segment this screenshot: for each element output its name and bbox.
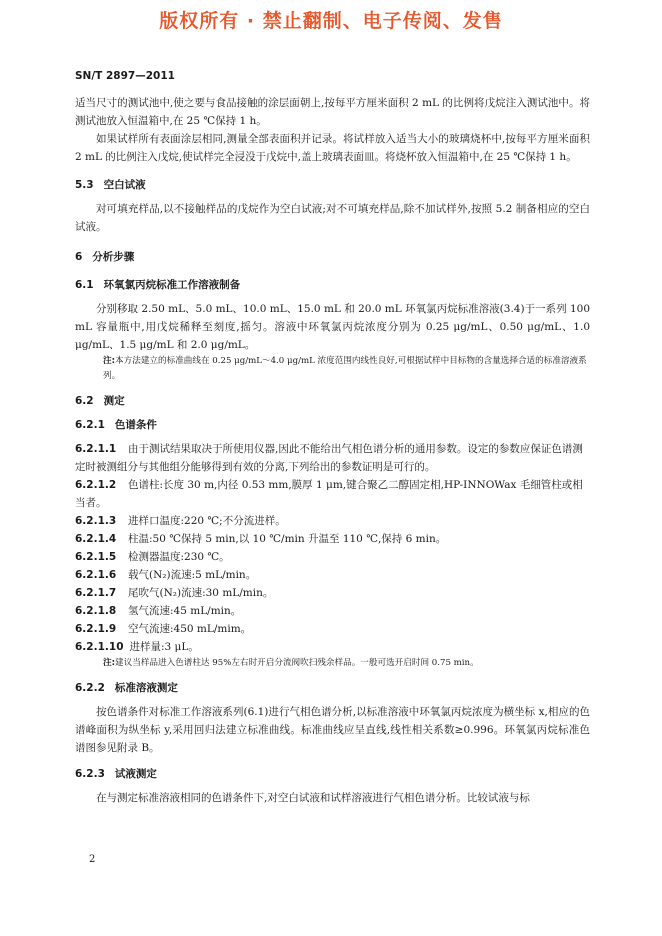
heading-number: 6.2.2: [75, 682, 105, 694]
clause-number: 6.2.1.7: [75, 587, 117, 599]
heading-number: 6.2.3: [75, 768, 105, 780]
clause-text: 色谱柱:长度 30 m,内径 0.53 mm,膜厚 1 μm,键合聚乙二醇固定相,HP-INNOWax 毛细管柱或相当者。: [75, 479, 583, 509]
heading-title: 色谱条件: [114, 419, 157, 431]
clause-number: 6.2.1.8: [75, 605, 117, 617]
clause-6-2-1-10: [75, 638, 590, 656]
watermark: 版权所有 · 禁止翻制、电子传阅、发售: [159, 10, 503, 32]
heading-number: 6.1: [75, 279, 94, 291]
heading-number: 6.2: [75, 395, 94, 407]
heading-title: 空白试液: [103, 179, 146, 191]
note: [103, 656, 590, 671]
clause-text: 载气(N₂)流速:5 mL/min。: [128, 569, 257, 581]
clause-number: 6.2.1.10: [75, 641, 124, 653]
section-heading-6-2-2: [75, 679, 590, 697]
paragraph: 分别移取 2.50 mL、5.0 mL、10.0 mL、15.0 mL 和 20.0 mL 环氧氯丙烷标准溶液(3.4)于一系列 100 mL 容量瓶中,用戊烷稀释至刻度,摇匀。溶液中环氧氯丙烷浓度分别为 0.25 μg/mL、0.50 μg/mL、1.0 μg/mL、1.5 μg/mL 和 2.0 μg/mL。: [75, 303, 590, 351]
clause-number: 6.2.1.3: [75, 515, 117, 527]
clause-text: 进样口温度:220 ℃;不分流进样。: [128, 515, 286, 527]
clause-number: 6.2.1.9: [75, 623, 117, 635]
document-body: [75, 94, 590, 807]
standard-number: SN/T 2897—2011: [75, 70, 175, 82]
clause-number: 6.2.1.6: [75, 569, 117, 581]
page-number: 2: [89, 854, 96, 865]
heading-title: 分析步骤: [92, 251, 135, 263]
clause-6-2-1-6: [75, 566, 590, 584]
clause-text: 检测器温度:230 ℃。: [128, 551, 230, 563]
clause-number: 6.2.1.1: [75, 443, 117, 455]
heading-number: 5.3: [75, 179, 94, 191]
clause-6-2-1-5: [75, 548, 590, 566]
clause-6-2-1-1: [75, 440, 590, 476]
section-heading-5-3: [75, 176, 590, 194]
section-heading-6-2-3: [75, 765, 590, 783]
paragraph: 对可填充样品,以不接触样品的戊烷作为空白试液;对不可填充样品,除不加试样外,按照 5.2 制备相应的空白试液。: [75, 203, 590, 233]
paragraph: 适当尺寸的测试池中,使之要与食品接触的涂层面朝上,按每平方厘米面积 2 mL 的比例将戊烷注入测试池中。将测试池放入恒温箱中,在 25 ℃保持 1 h。: [75, 97, 590, 127]
section-heading-6-2-1: [75, 416, 590, 434]
note-text: 建议当样品进入色谱柱达 95%左右时开启分流阀吹扫残余样品。一般可选开启时间 0.75 min。: [115, 658, 479, 668]
paragraph: 在与测定标准溶液相同的色谱条件下,对空白试液和试样溶液进行气相色谱分析。比较试液与标: [96, 792, 530, 804]
clause-number: 6.2.1.2: [75, 479, 117, 491]
clause-6-2-1-9: [75, 620, 590, 638]
clause-text: 由于测试结果取决于所使用仪器,因此不能给出气相色谱分析的通用参数。设定的参数应保证色谱测定时被测组分与其他组分能够得到有效的分离,下列给出的参数证明是可行的。: [75, 443, 583, 473]
heading-number: 6: [75, 251, 83, 263]
note-label: 注:: [103, 658, 116, 668]
note: [103, 354, 590, 384]
section-heading-6-1: [75, 276, 590, 294]
clause-6-2-1-2: [75, 476, 590, 512]
clause-text: 尾吹气(N₂)流速:30 mL/min。: [128, 587, 274, 599]
heading-title: 试液测定: [114, 768, 157, 780]
heading-number: 6.2.1: [75, 419, 105, 431]
heading-title: 测定: [103, 395, 125, 407]
note-label: 注:: [103, 356, 116, 366]
note-text: 本方法建立的标准曲线在 0.25 μg/mL～4.0 μg/mL 浓度范围内线性良好,可根据试样中目标物的含量选择合适的标准溶液系列。: [103, 356, 587, 381]
section-heading-6-2: [75, 392, 590, 410]
clause-text: 柱温:50 ℃保持 5 min,以 10 ℃/min 升温至 110 ℃,保持 6 min。: [128, 533, 447, 545]
clause-text: 进样量:3 μL。: [129, 641, 199, 653]
clause-number: 6.2.1.5: [75, 551, 117, 563]
paragraph: 如果试样所有表面涂层相同,测量全部表面积并记录。将试样放入适当大小的玻璃烧杯中,按每平方厘米面积 2 mL 的比例注入戊烷,使试样完全浸没于戊烷中,盖上玻璃表面皿。将烧杯放入恒温箱中,在 25 ℃保持 1 h。: [75, 133, 590, 163]
clause-text: 空气流速:450 mL/mim。: [128, 623, 252, 635]
clause-text: 氢气流速:45 mL/min。: [128, 605, 242, 617]
clause-6-2-1-4: [75, 530, 590, 548]
section-heading-6: [75, 248, 590, 266]
clause-number: 6.2.1.4: [75, 533, 117, 545]
clause-6-2-1-7: [75, 584, 590, 602]
clause-6-2-1-8: [75, 602, 590, 620]
paragraph: 按色谱条件对标准工作溶液系列(6.1)进行气相色谱分析,以标准溶液中环氧氯丙烷浓度为横坐标 x,相应的色谱峰面积为纵坐标 y,采用回归法建立标准曲线。标准曲线应呈直线,线性相关系数≥0.996。环氧氯丙烷标准色谱图参见附录 B。: [75, 706, 590, 754]
heading-title: 标准溶液测定: [114, 682, 178, 694]
heading-title: 环氧氯丙烷标准工作溶液制备: [103, 279, 241, 291]
clause-6-2-1-3: [75, 512, 590, 530]
